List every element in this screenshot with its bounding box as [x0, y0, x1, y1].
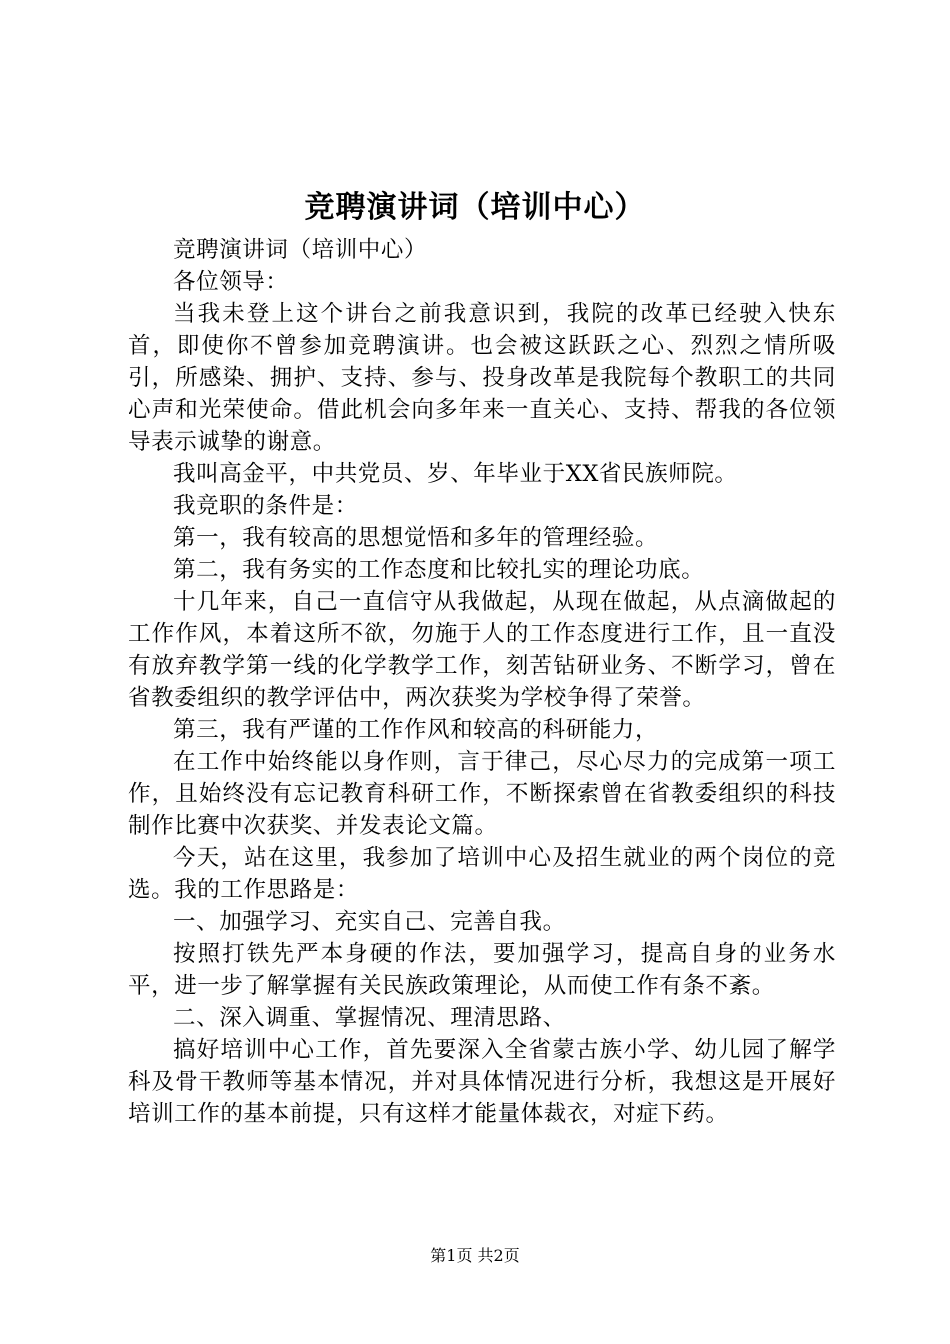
page-number-footer: 第1页 共2页	[430, 1246, 520, 1265]
paragraph-salutation: 各位领导：	[173, 269, 289, 295]
paragraph-condition-1: 第一，我有较高的思想觉悟和多年的管理经验。	[173, 525, 659, 551]
paragraph-plan-1: 一、加强学习、充实自己、完善自我。	[173, 909, 566, 935]
document-body	[128, 234, 836, 1130]
paragraph-research: 在工作中始终能以身作则，言于律己，尽心尽力的完成第一项工作，且始终没有忘记教育科研工作，不断探索曾在省教委组织的科技制作比赛中次获奖、并发表论文篇。	[128, 749, 836, 839]
paragraph-positions: 今天，站在这里，我参加了培训中心及招生就业的两个岗位的竞选。我的工作思路是：	[128, 845, 836, 903]
paragraph-condition-2: 第二，我有务实的工作态度和比较扎实的理论功底。	[173, 557, 705, 583]
paragraph-plan-2-detail: 搞好培训中心工作，首先要深入全省蒙古族小学、幼儿园了解学科及骨干教师等基本情况，并对具体情况进行分析，我想这是开展好培训工作的基本前提，只有这样才能量体裁衣，对症下药。	[128, 1037, 836, 1127]
paragraph-condition-3: 第三，我有严谨的工作作风和较高的科研能力，	[173, 717, 659, 743]
paragraph-self-introduction: 我叫高金平，中共党员、岁、年毕业于XX省民族师院。	[173, 461, 738, 487]
paragraph-subtitle: 竞聘演讲词（培训中心）	[173, 237, 428, 263]
paragraph-intro: 当我未登上这个讲台之前我意识到，我院的改革已经驶入快东首，即使你不曾参加竞聘演讲。也会被这跃跃之心、烈烈之情所吸引，所感染、拥护、支持、参与、投身改革是我院每个教职工的共同心声和光荣使命。借此机会向多年来一直关心、支持、帮我的各位领导表示诚挚的谢意。	[128, 301, 836, 455]
paragraph-plan-2: 二、深入调重、掌握情况、理清思路、	[173, 1005, 566, 1031]
paragraph-experience: 十几年来，自己一直信守从我做起，从现在做起，从点滴做起的工作作风，本着这所不欲，勿施于人的工作态度进行工作，且一直没有放弃教学第一线的化学教学工作，刻苦钻研业务、不断学习，曾在省教委组织的教学评估中，两次获奖为学校争得了荣誉。	[128, 589, 836, 711]
document-title: 竞聘演讲词（培训中心）	[304, 190, 646, 225]
paragraph-plan-1-detail: 按照打铁先严本身硬的作法，要加强学习，提高自身的业务水平，进一步了解掌握有关民族政策理论，从而使工作有条不紊。	[128, 941, 836, 999]
paragraph-conditions-heading: 我竞职的条件是：	[173, 493, 358, 519]
